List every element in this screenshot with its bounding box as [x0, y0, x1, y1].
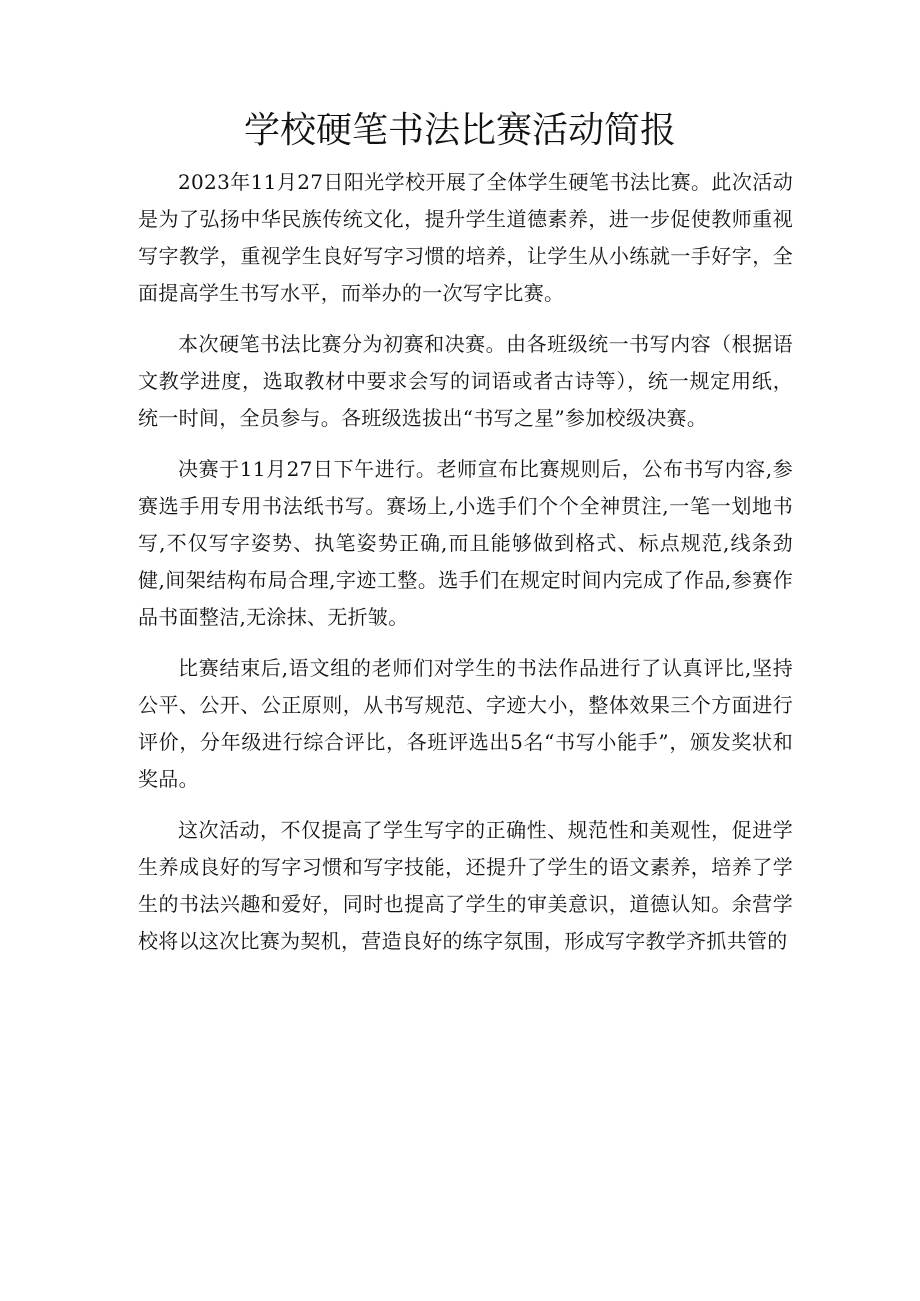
document-body — [138, 164, 793, 974]
paragraph-5: 这次活动，不仅提高了学生写字的正确性、规范性和美观性，促进学生养成良好的写字习惯和写字技能，还提升了学生的语文素养，培养了学生的书法兴趣和爱好，同时也提高了学生的审美意识，道德认知。余营学校将以这次比赛为契机，营造良好的练字氛围，形成写字教学齐抓共管的 — [138, 818, 793, 953]
paragraph-2: 本次硬笔书法比赛分为初赛和决赛。由各班级统一书写内容（根据语文教学进度，选取教材中要求会写的词语或者古诗等），统一规定用纸，统一时间，全员参与。各班级选拔出“书写之星”参加校级决赛。 — [138, 332, 793, 430]
paragraph-4: 比赛结束后,语文组的老师们对学生的书法作品进行了认真评比,坚持公平、公开、公正原则，从书写规范、字迹大小，整体效果三个方面进行评价，分年级进行综合评比，各班评选出5名“书写小能手”，颁发奖状和奖品。 — [138, 656, 793, 791]
paragraph-1: 2023年11月27日阳光学校开展了全体学生硬笔书法比赛。此次活动是为了弘扬中华民族传统文化，提升学生道德素养，进一步促使教师重视写字教学，重视学生良好写字习惯的培养，让学生从小练就一手好字，全面提高学生书写水平，而举办的一次写字比赛。 — [138, 170, 793, 305]
paragraph-3: 决赛于11月27日下午进行。老师宣布比赛规则后，公布书写内容,参赛选手用专用书法纸书写。赛场上,小选手们个个全神贯注,一笔一划地书写,不仅写字姿势、执笔姿势正确,而且能够做到格式、标点规范,线条劲健,间架结构布局合理,字迹工整。选手们在规定时间内完成了作品,参赛作品书面整洁,无涂抹、无折皱。 — [138, 457, 793, 629]
document-title: 学校硬笔书法比赛活动简报 — [243, 110, 676, 151]
